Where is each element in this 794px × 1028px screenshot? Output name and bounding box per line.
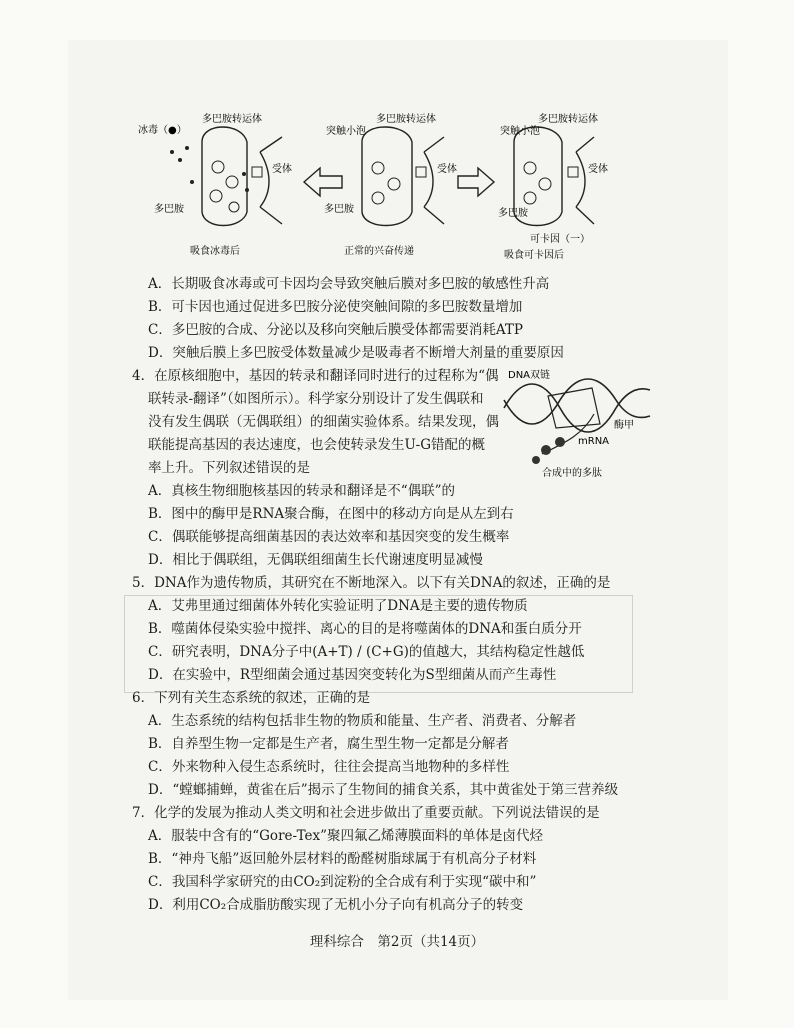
label-cocaine: 可卡因（一） [530, 234, 590, 245]
q5-option-d: D．在实验中，R型细菌会通过基因突变转化为S型细菌从而产生毒性 [148, 667, 557, 683]
label-dopamine-3: 多巴胺 [498, 208, 528, 219]
q5-option-b: B．噬菌体侵染实验中搅拌、离心的目的是将噬菌体的DNA和蛋白质分开 [148, 621, 582, 637]
label-dopamine-2: 多巴胺 [324, 204, 354, 215]
q4-option-b: B．图中的酶甲是RNA聚合酶，在图中的移动方向是从左到右 [148, 506, 514, 522]
label-vesicle-2: 突触小泡 [326, 126, 366, 137]
q4-option-c: C．偶联能够提高细菌基因的表达效率和基因突变的发生概率 [148, 529, 510, 545]
panel-normal [324, 112, 457, 257]
transcription-translation-figure [502, 366, 652, 482]
q7-option-b: B．“神舟飞船”返回舱外层材料的酚醛树脂球属于有机高分子材料 [148, 851, 537, 867]
label-transporter-2: 多巴胺转运体 [376, 114, 436, 125]
q4-option-a: A．真核生物细胞核基因的转录和翻译是不“偶联”的 [148, 483, 456, 499]
q3-option-d: D．突触后膜上多巴胺受体数量减少是吸毒者不断增大剂量的重要原因 [148, 345, 564, 361]
panel-ice-drug [138, 112, 292, 257]
q3-option-a: A．长期吸食冰毒或可卡因均会导致突触后膜对多巴胺的敏感性升高 [148, 276, 550, 292]
label-mrna: mRNA [578, 436, 610, 447]
page-footer: 理科综合 第2页（共14页） [309, 934, 485, 950]
label-receptor-2: 受体 [437, 164, 457, 175]
q6-stem: 6．下列有关生态系统的叙述，正确的是 [132, 690, 371, 706]
q4-stem-5: 率上升。下列叙述错误的是 [148, 460, 310, 476]
q7-stem: 7．化学的发展为推动人类文明和社会进步做出了重要贡献。下列说法错误的是 [132, 805, 600, 821]
q4-stem-1: 4．在原核细胞中，基因的转录和翻译同时进行的过程称为“偶 [132, 368, 499, 384]
synapse-figure [132, 112, 612, 264]
arrow-right [458, 168, 494, 196]
q5-option-a: A．艾弗里通过细菌体外转化实验证明了DNA是主要的遗传物质 [148, 598, 528, 614]
q7-option-d: D．利用CO₂合成脂肪酸实现了无机小分子向有机高分子的转变 [148, 897, 524, 913]
q4-option-d: D．相比于偶联组，无偶联组细菌生长代谢速度明显减慢 [148, 552, 483, 568]
label-transporter-1: 多巴胺转运体 [202, 114, 262, 125]
q4-stem-3: 没有发生偶联（无偶联组）的细菌实验体系。结果发现，偶 [148, 414, 499, 430]
q6-option-d: D．“螳螂捕蝉，黄雀在后”揭示了生物间的捕食关系，其中黄雀处于第三营养级 [148, 782, 619, 798]
q3-option-c: C．多巴胺的合成、分泌以及移向突触后膜受体都需要消耗ATP [148, 322, 523, 338]
label-peptide: 合成中的多肽 [542, 468, 602, 479]
label-receptor-1: 受体 [272, 164, 292, 175]
q5-stem: 5．DNA作为遗传物质，其研究在不断地深入。以下有关DNA的叙述，正确的是 [132, 575, 611, 591]
label-dna: DNA双链 [508, 370, 551, 381]
label-enzyme: 酶甲 [614, 420, 634, 431]
q6-option-b: B．自养型生物一定都是生产者，腐生型生物一定都是分解者 [148, 736, 509, 752]
label-receptor-3: 受体 [588, 164, 608, 175]
caption-cocaine: 吸食可卡因后 [504, 250, 564, 261]
q7-option-c: C．我国科学家研究的由CO₂到淀粉的全合成有利于实现“碳中和” [148, 874, 537, 890]
arrow-left [304, 168, 342, 196]
label-vesicle-3: 突触小泡 [500, 126, 540, 137]
caption-normal: 正常的兴奋传递 [344, 246, 414, 257]
q5-option-c: C．研究表明，DNA分子中(A+T) / (C+G)的值越大，其结构稳定性越低 [148, 644, 585, 660]
label-dopamine-1: 多巴胺 [154, 204, 184, 215]
q6-option-a: A．生态系统的结构包括非生物的物质和能量、生产者、消费者、分解者 [148, 713, 577, 729]
label-ice-drug: 冰毒（●） [138, 125, 187, 136]
q4-stem-4: 联能提高基因的表达速度，也会使转录发生U-G错配的概 [148, 437, 485, 453]
panel-cocaine [498, 112, 608, 261]
caption-ice-drug: 吸食冰毒后 [190, 246, 240, 257]
q3-option-b: B．可卡因也通过促进多巴胺分泌使突触间隙的多巴胺数量增加 [148, 299, 523, 315]
q4-stem-2: 联转录-翻译”（如图所示）。科学家分别设计了发生偶联和 [148, 391, 484, 407]
q7-option-a: A．服装中含有的“Gore-Tex”聚四氟乙烯薄膜面料的单体是卤代烃 [148, 828, 544, 844]
q6-option-c: C．外来物种入侵生态系统时，往往会提高当地物种的多样性 [148, 759, 510, 775]
label-transporter-3: 多巴胺转运体 [538, 114, 598, 125]
